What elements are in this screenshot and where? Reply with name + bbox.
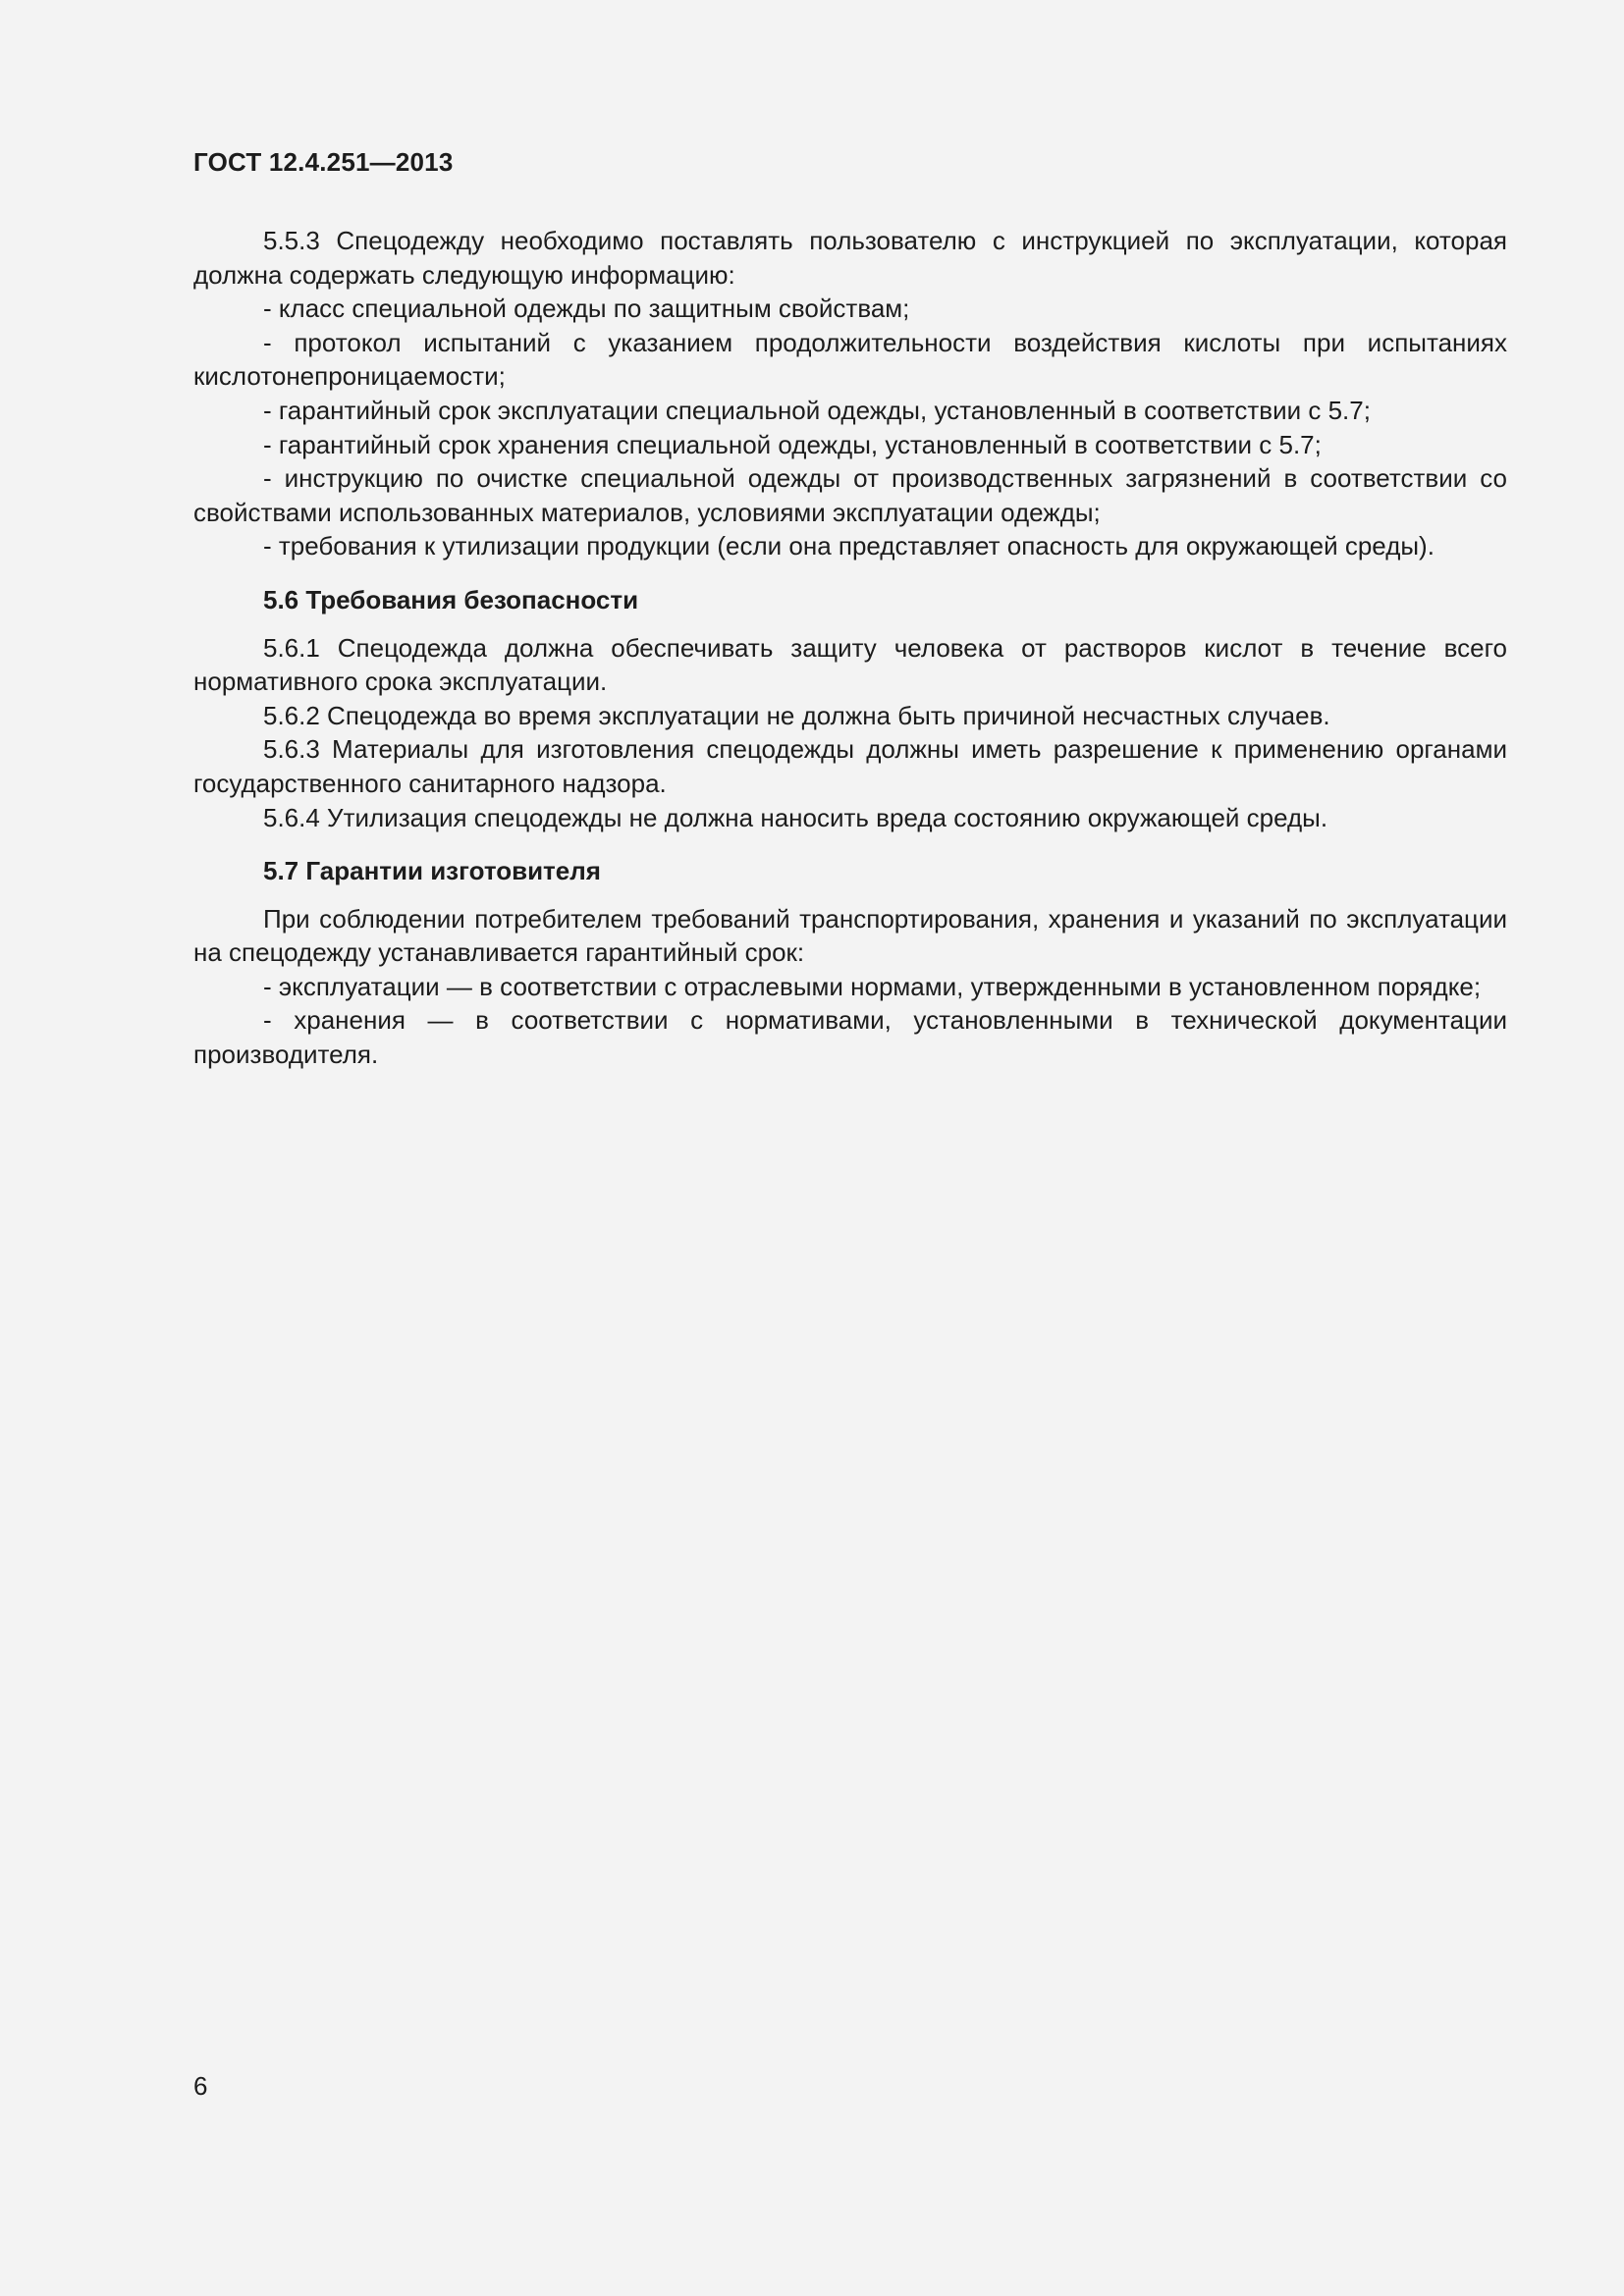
list-item: - инструкцию по очистке специальной одежды от производственных загрязнений в соответствии со свойствами использованных материалов, условиями эксплуатации одежды;	[193, 463, 1507, 527]
paragraph-5-6-2: 5.6.2 Спецодежда во время эксплуатации не должна быть причиной несчастных случаев.	[263, 700, 1330, 730]
list-item: - гарантийный срок эксплуатации специальной одежды, установленный в соответствии с 5.7;	[263, 395, 1371, 425]
section-heading-5-7: 5.7 Гарантии изготовителя	[263, 856, 601, 886]
paragraph-5-6-1: 5.6.1 Спецодежда должна обеспечивать защиту человека от растворов кислот в течение всего нормативного срока эксплуатации.	[193, 632, 1507, 697]
paragraph-5-6-3: 5.6.3 Материалы для изготовления спецодежды должны иметь разрешение к применению органами государственного санитарного надзора.	[193, 734, 1507, 798]
paragraph-5-6-4: 5.6.4 Утилизация спецодежды не должна наносить вреда состоянию окружающей среды.	[263, 802, 1328, 832]
document-code-header: ГОСТ 12.4.251—2013	[193, 147, 454, 177]
list-item: - протокол испытаний с указанием продолжительности воздействия кислоты при испытаниях кислотонепроницаемости;	[193, 327, 1507, 392]
paragraph-5-7-intro: При соблюдении потребителем требований транспортирования, хранения и указаний по эксплуатации на спецодежду устанавливается гарантийный срок:	[193, 903, 1507, 968]
document-body	[193, 224, 1507, 1072]
list-item: - класс специальной одежды по защитным свойствам;	[263, 294, 910, 324]
list-item: - требования к утилизации продукции (если она представляет опасность для окружающей среды).	[263, 531, 1435, 561]
list-item: - гарантийный срок хранения специальной одежды, установленный в соответствии с 5.7;	[263, 429, 1322, 459]
page-number: 6	[193, 2071, 208, 2101]
list-item: - хранения — в соответствии с нормативами, установленными в технической документации производителя.	[193, 1005, 1507, 1070]
section-heading-5-6: 5.6 Требования безопасности	[263, 584, 639, 614]
paragraph-5-5-3: 5.5.3 Спецодежду необходимо поставлять пользователю с инструкцией по эксплуатации, которая должна содержать следующую информацию:	[193, 226, 1507, 290]
list-item: - эксплуатации — в соответствии с отраслевыми нормами, утвержденными в установленном порядке;	[263, 971, 1482, 1001]
